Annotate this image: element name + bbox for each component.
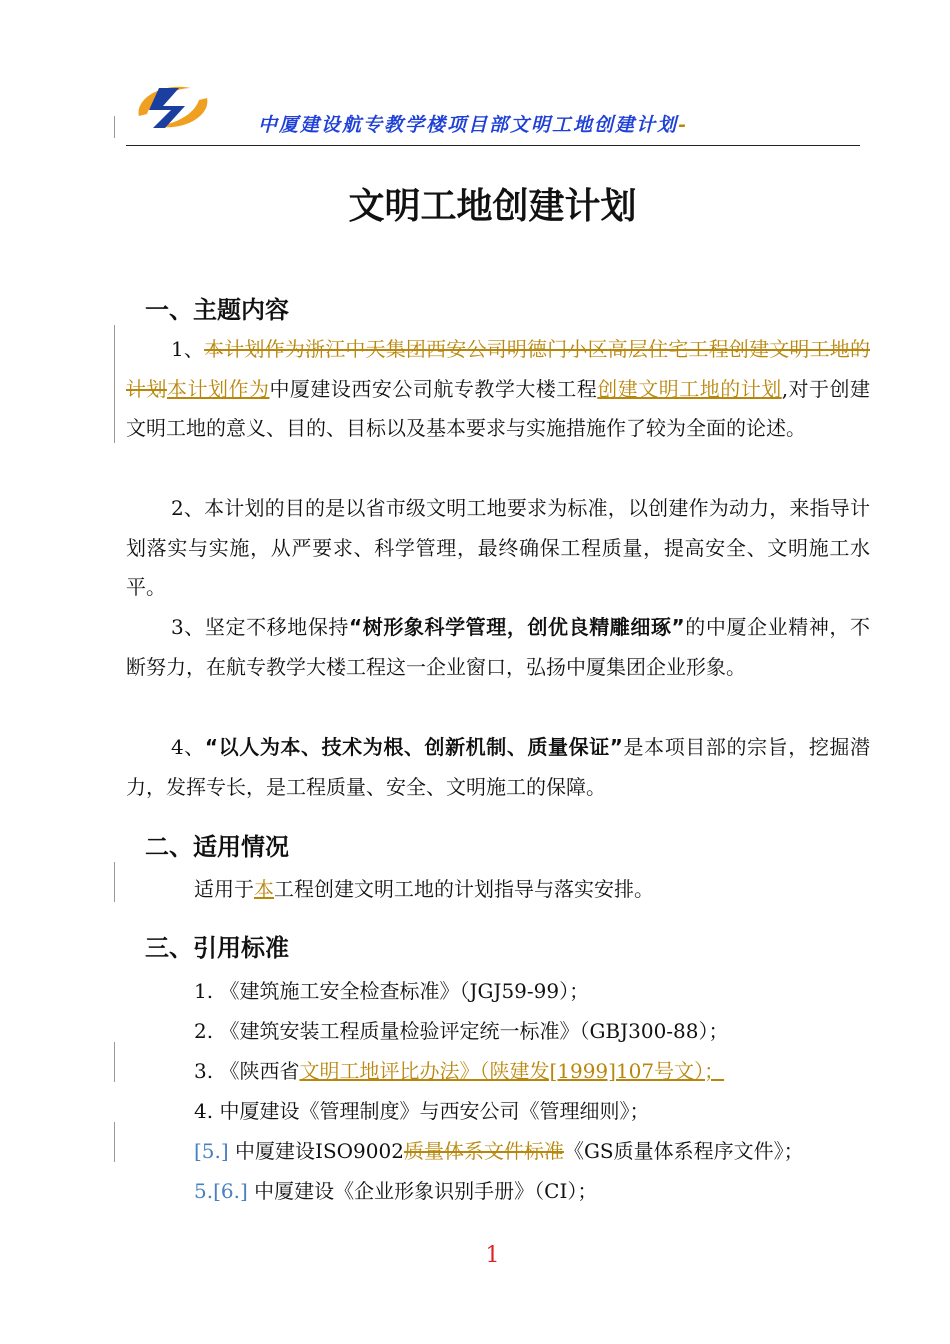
paragraph-4: 4、“以人为本、技术为根、创新机制、质量保证”是本项目部的宗旨，挖掘潜力，发挥专长，是工程质量、安全、文明施工的保障。 xyxy=(126,735,871,799)
page-number: 1 xyxy=(485,1243,500,1268)
header-rule xyxy=(126,145,860,146)
paragraph-3: 3、坚定不移地保持“树形象科学管理，创优良精雕细琢”的中厦企业精神，不断努力，在航专教学大楼工程这一企业窗口，弘扬中厦集团企业形象。 xyxy=(126,615,870,679)
reference-item-4: 4. 中厦建设《管理制度》与西安公司《管理细则》； xyxy=(194,1099,650,1123)
header-title: 中厦建设航专教学楼项目部文明工地创建计划- xyxy=(258,114,688,136)
inserted-text: 创建文明工地的计划 xyxy=(597,376,782,401)
deleted-text: 本计划作为浙江中天集团西安公司明德门小区高层住宅工程创建文明工地的计划 xyxy=(126,337,870,401)
reference-item-3: 3. 《陕西省文明工地评比办法》（陕建发[1999]107号文）； xyxy=(194,1059,725,1083)
reference-item-1: 1. 《建筑施工安全检查标准》（JGJ59-99）； xyxy=(194,979,590,1003)
section-heading-1: 一、主题内容 xyxy=(145,296,289,324)
paragraph-2: 2、本计划的目的是以省市级文明工地要求为标准，以创建作为动力，来指导计划落实与实施，从严要求、科学管理，最终确保工程质量，提高安全、文明施工水平。 xyxy=(126,496,870,599)
reference-item-5: [5.] 中厦建设ISO9002质量体系文件标准《GS质量体系程序文件》； xyxy=(194,1139,804,1163)
change-bar xyxy=(114,862,115,902)
reference-item-2: 2. 《建筑安装工程质量检验评定统一标准》（GBJ300-88）； xyxy=(194,1019,729,1043)
zhongxia-logo-icon xyxy=(133,76,213,138)
change-bar xyxy=(114,1042,115,1082)
section-heading-3: 三、引用标准 xyxy=(145,934,289,962)
reference-item-6: 5.[6.] 中厦建设《企业形象识别手册》（CI）； xyxy=(194,1179,598,1203)
document-title: 文明工地创建计划 xyxy=(348,186,637,227)
inserted-text: 本计划作为 xyxy=(166,376,270,401)
change-bar xyxy=(114,1122,115,1162)
section-heading-2: 二、适用情况 xyxy=(145,833,289,861)
applicability-text: 适用于本工程创建文明工地的计划指导与落实安排。 xyxy=(194,877,654,901)
change-bar xyxy=(114,325,115,443)
paragraph-1: 1、本计划作为浙江中天集团西安公司明德门小区高层住宅工程创建文明工地的计划本计划作为中厦建设西安公司航专教学大楼工程创建文明工地的计划,对于创建文明工地的意义、目的、目标以及基本要求与实施措施作了较为全面的论述。 xyxy=(126,337,871,440)
change-bar xyxy=(114,116,115,138)
